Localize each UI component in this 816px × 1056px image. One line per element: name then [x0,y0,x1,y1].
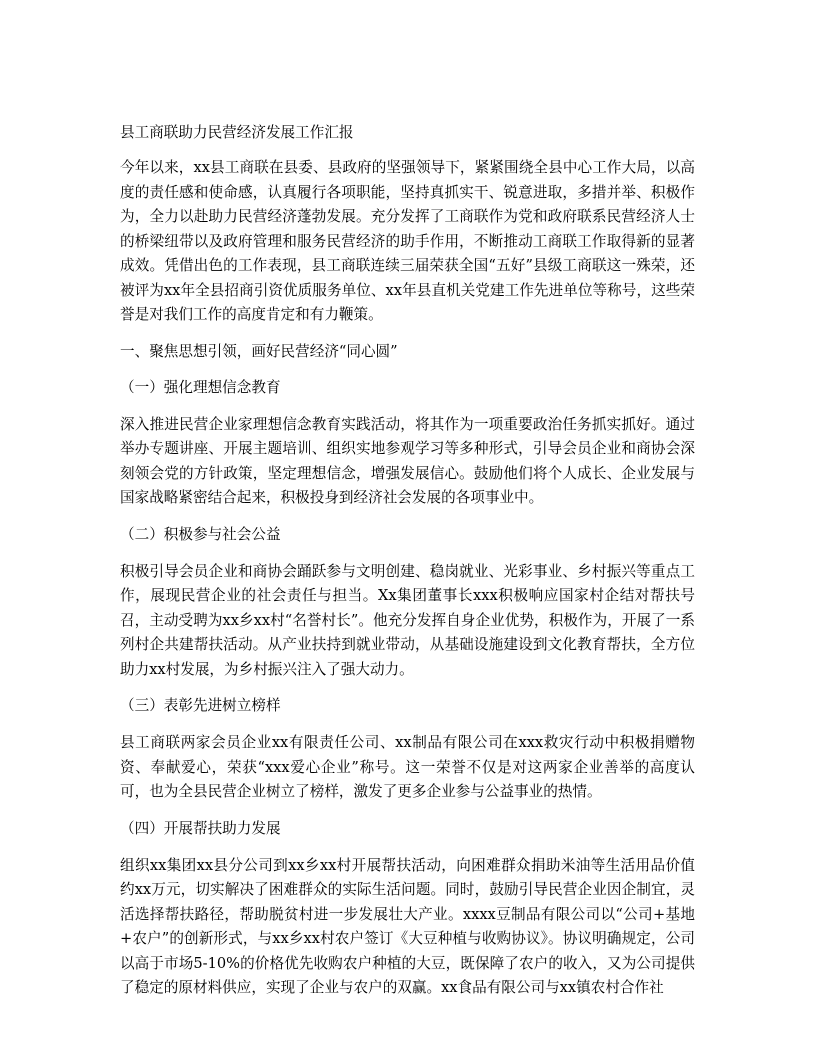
document-page [120,122,695,1014]
subsection-paragraph-3: 县工商联两家会员企业xx有限责任公司、xx制品有限公司在xxx救灾行动中积极捐赠物资、奉献爱心，荣获“xxx爱心企业”称号。这一荣誉不仅是对这两家企业善举的高度认可，也为全县民营企业树立了榜样，激发了更多企业参与公益事业的热情。 [120,734,695,800]
subsection-heading-2: （二）积极参与社会公益 [120,525,281,543]
subsection-paragraph-4: 组织xx集团xx县分公司到xx乡xx村开展帮扶活动，向困难群众捐助米油等生活用品价值约xx万元，切实解决了困难群众的实际生活问题。同时，鼓励引导民营企业因企制宜，灵活选择帮扶路径，帮助脱贫村进一步发展壮大产业。xxxx豆制品有限公司以“公司+基地+农户”的创新形式，与xx乡xx村农户签订《大豆种植与收购协议》。协议明确规定，公司以高于市场5-10%的价格优先收购农户种植的大豆，既保障了农户的收入，又为公司提供了稳定的原材料供应，实现了企业与农户的双赢。xx食品有限公司与xx镇农村合作社 [120,856,695,996]
subsection-heading-3: （三）表彰先进树立榜样 [120,697,281,714]
subsection-paragraph-2: 积极引导会员企业和商协会踊跃参与文明创建、稳岗就业、光彩事业、乡村振兴等重点工作，展现民营企业的社会责任与担当。Xx集团董事长xxx积极响应国家村企结对帮扶号召，主动受聘为xx乡xx村“名誉村长”。他充分发挥自身企业优势，积极作为，开展了一系列村企共建帮扶活动。从产业扶持到就业带动，从基础设施建设到文化教育帮扶，全方位助力xx村发展，为乡村振兴注入了强大动力。 [120,562,695,678]
document-title: 县工商联助力民营经济发展工作汇报 [120,124,354,141]
intro-paragraph: 今年以来，xx县工商联在县委、县政府的坚强领导下，紧紧围绕全县中心工作大局，以高度的责任感和使命感，认真履行各项职能，坚持真抓实干、锐意进取，多措并举、积极作为，全力以赴助力民营经济蓬勃发展。充分发挥了工商联作为党和政府联系民营经济人士的桥梁纽带以及政府管理和服务民营经济的助手作用，不断推动工商联工作取得新的显著成效。凭借出色的工作表现，县工商联连续三届荣获全国“五好”县级工商联这一殊荣，还被评为xx年全县招商引资优质服务单位、xx年县直机关党建工作先进单位等称号，这些荣誉是对我们工作的高度肯定和有力鞭策。 [120,159,695,323]
subsection-heading-4: （四）开展帮扶助力发展 [120,819,281,837]
section-heading-1: 一、聚焦思想引领，画好民营经济“同心圆” [120,342,398,360]
subsection-paragraph-1: 深入推进民营企业家理想信念教育实践活动，将其作为一项重要政治任务抓实抓好。通过举办专题讲座、开展主题培训、组织实地参观学习等多种形式，引导会员企业和商协会深刻领会党的方针政策，坚定理想信念，增强发展信心。鼓励他们将个人成长、企业发展与国家战略紧密结合起来，积极投身到经济社会发展的各项事业中。 [120,415,695,506]
subsection-heading-1: （一）强化理想信念教育 [120,378,281,396]
